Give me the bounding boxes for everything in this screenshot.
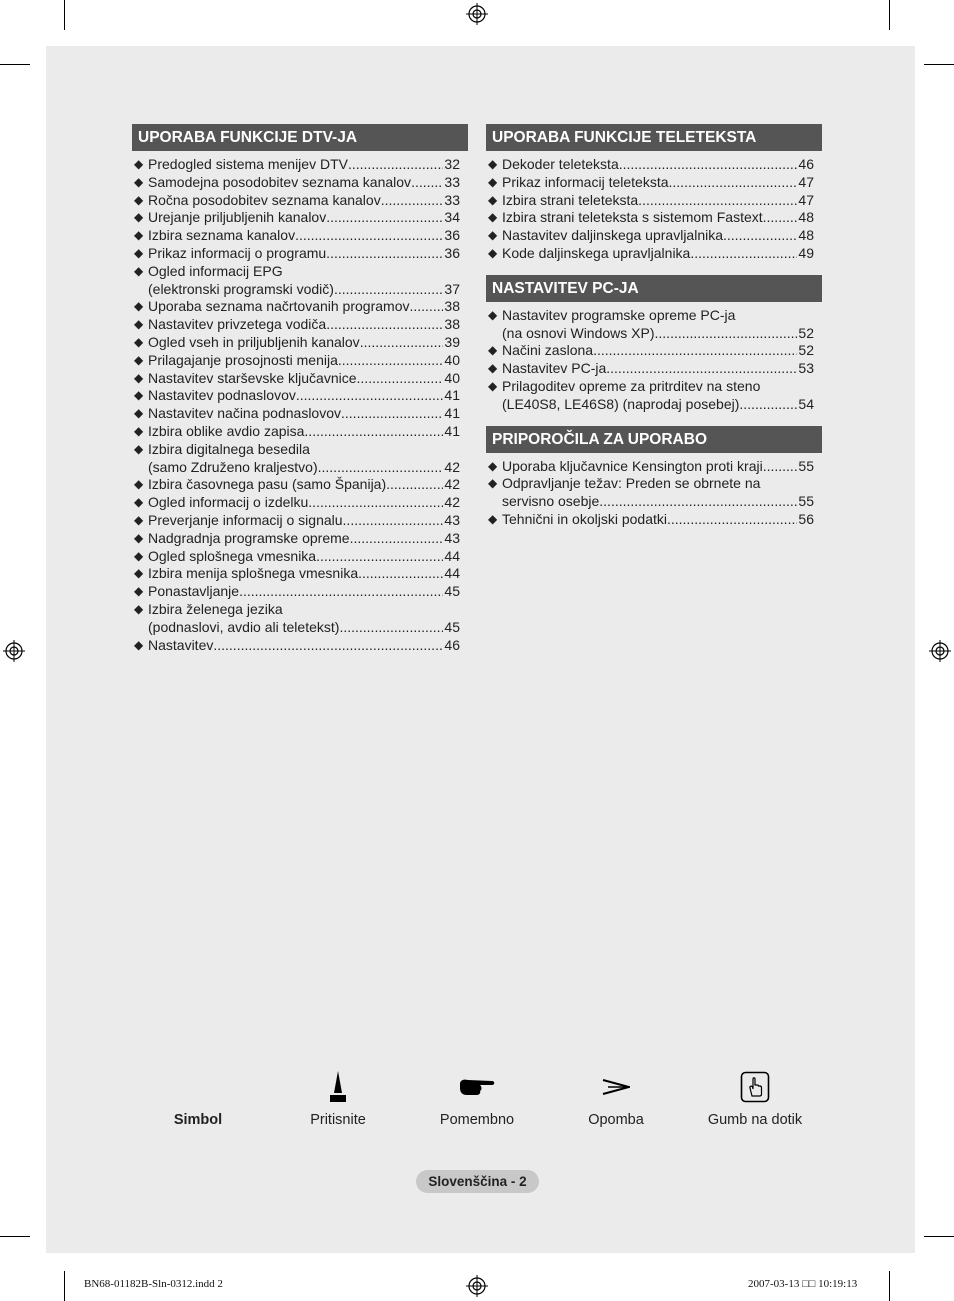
toc-entry[interactable]: [486, 227, 822, 245]
dot-leader: [338, 352, 444, 370]
dot-leader: [326, 316, 443, 334]
registration-mark-icon: [466, 3, 488, 25]
diamond-bullet-icon: ◆: [488, 511, 498, 526]
toc-entry[interactable]: [132, 441, 468, 477]
dot-leader: [334, 281, 443, 299]
crop-mark: [924, 64, 954, 65]
toc-entry-text: (LE40S8, LE46S8) (naprodaj posebej): [502, 395, 740, 412]
dot-leader: [763, 209, 798, 227]
diamond-bullet-icon: ◆: [488, 157, 498, 171]
section-heading: PRIPOROČILA ZA UPORABO: [486, 426, 822, 453]
toc-page-number: 36: [444, 244, 460, 261]
diamond-bullet-icon: ◆: [134, 245, 144, 260]
dot-leader: [341, 405, 443, 423]
arrow-note-icon: [602, 1078, 630, 1096]
toc-entry[interactable]: [132, 298, 468, 316]
toc-entry-text: Nastavitev daljinskega upravljalnika: [502, 227, 724, 244]
toc-page-number: 37: [444, 280, 460, 297]
diamond-bullet-icon: ◆: [488, 228, 498, 243]
toc-page-number: 41: [444, 387, 460, 404]
pointing-hand-icon: [458, 1076, 496, 1098]
dot-leader: [723, 227, 797, 245]
toc-entry-text: Ogled splošnega vmesnika: [148, 547, 317, 564]
symbol-important-label: Pomembno: [439, 1112, 515, 1128]
diamond-bullet-icon: ◆: [134, 566, 144, 581]
toc-page-number: 52: [798, 342, 814, 359]
dot-leader: [296, 387, 444, 405]
diamond-bullet-icon: ◆: [134, 548, 144, 563]
toc-entry-text: Ponastavljanje: [148, 583, 240, 600]
diamond-bullet-icon: ◆: [488, 476, 498, 491]
toc-entry-text: Ogled vseh in priljubljenih kanalov: [148, 333, 360, 350]
toc-page-number: 33: [444, 191, 460, 208]
toc-page-number: 56: [798, 510, 814, 527]
toc-page-number: 42: [444, 494, 460, 511]
diamond-bullet-icon: ◆: [488, 307, 498, 322]
toc-left-column: [132, 124, 468, 654]
dot-leader: [213, 637, 443, 655]
press-icon: [328, 1069, 348, 1105]
toc-page-number: 48: [798, 227, 814, 244]
toc-page-number: 52: [798, 324, 814, 341]
dot-leader: [318, 459, 444, 477]
toc-entry-text: Izbira želenega jezika: [148, 600, 283, 617]
crop-mark: [924, 1236, 954, 1237]
diamond-bullet-icon: ◆: [488, 174, 498, 189]
dot-leader: [348, 156, 443, 174]
dot-leader: [638, 192, 797, 210]
toc-right-column: [486, 124, 822, 529]
toc-entry-text: Odpravljanje težav: Preden se obrnete na: [502, 475, 761, 492]
toc-entry[interactable]: [486, 209, 822, 227]
toc-entry-text: Nastavitev privzetega vodiča: [148, 316, 327, 333]
toc-entry[interactable]: [132, 174, 468, 192]
dot-leader: [599, 493, 797, 511]
toc-entry-text: (samo Združeno kraljestvo): [148, 458, 318, 475]
diamond-bullet-icon: ◆: [134, 477, 144, 492]
toc-page-number: 43: [444, 511, 460, 528]
toc-entry[interactable]: [486, 307, 822, 343]
symbol-press: [268, 1068, 408, 1128]
toc-entry[interactable]: [132, 192, 468, 210]
registration-mark-icon: [3, 640, 25, 662]
toc-page-number: 44: [444, 565, 460, 582]
diamond-bullet-icon: ◆: [134, 601, 144, 616]
toc-page-number: 46: [798, 156, 814, 172]
dot-leader: [386, 476, 443, 494]
crop-mark: [64, 1271, 65, 1301]
registration-mark-icon: [466, 1275, 488, 1297]
symbols-legend: [0, 1068, 954, 1138]
toc-entry[interactable]: [132, 352, 468, 370]
dot-leader: [411, 174, 443, 192]
toc-page-number: 47: [798, 173, 814, 190]
toc-entry-text: Ogled informacij EPG: [148, 262, 283, 279]
dot-leader: [343, 512, 444, 530]
toc-entry[interactable]: [132, 245, 468, 263]
diamond-bullet-icon: ◆: [134, 637, 144, 652]
diamond-bullet-icon: ◆: [134, 317, 144, 332]
toc-entry[interactable]: [132, 565, 468, 583]
toc-page-number: 32: [444, 156, 460, 172]
toc-page-number: 55: [798, 493, 814, 510]
dot-leader: [339, 619, 443, 637]
toc-page-number: 54: [798, 395, 814, 412]
diamond-bullet-icon: ◆: [134, 584, 144, 599]
diamond-bullet-icon: ◆: [134, 512, 144, 527]
toc-entry-text: Izbira oblike avdio zapisa: [148, 422, 305, 439]
toc-entry-text: servisno osebje: [502, 493, 600, 510]
toc-entry[interactable]: [132, 476, 468, 494]
toc-page-number: 46: [444, 636, 460, 653]
dot-leader: [409, 298, 443, 316]
toc-entry-text: Preverjanje informacij o signalu: [148, 511, 343, 528]
toc-entry[interactable]: [132, 387, 468, 405]
toc-page-number: 34: [444, 209, 460, 226]
dot-leader: [358, 565, 443, 583]
toc-page-number: 41: [444, 405, 460, 422]
toc-entry[interactable]: [132, 316, 468, 334]
toc-page-number: 48: [798, 209, 814, 226]
dot-leader: [308, 494, 443, 512]
dot-leader: [606, 360, 797, 378]
toc-entry-text: Ročna posodobitev seznama kanalov: [148, 191, 381, 208]
symbol-note-label: Opomba: [588, 1112, 644, 1128]
symbol-press-label: Pritisnite: [310, 1112, 366, 1128]
diamond-bullet-icon: ◆: [134, 441, 144, 456]
diamond-bullet-icon: ◆: [488, 192, 498, 207]
diamond-bullet-icon: ◆: [488, 378, 498, 393]
page-number-badge: Slovenščina - 2: [416, 1170, 539, 1193]
symbol-touch-button: [685, 1068, 825, 1128]
toc-entry[interactable]: [132, 494, 468, 512]
diamond-bullet-icon: ◆: [134, 370, 144, 385]
toc-entry[interactable]: [132, 370, 468, 388]
dot-leader: [357, 370, 444, 388]
dot-leader: [667, 511, 797, 529]
registration-mark-icon: [929, 640, 951, 662]
symbol-title-label: Simbol: [173, 1112, 223, 1128]
toc-entry[interactable]: [486, 458, 822, 476]
dot-leader: [350, 530, 444, 548]
toc-entry-text: Samodejna posodobitev seznama kanalov: [148, 173, 412, 190]
toc-entry[interactable]: [486, 511, 822, 529]
toc-page-number: 53: [798, 360, 814, 377]
touch-button-icon: [740, 1071, 770, 1103]
diamond-bullet-icon: ◆: [134, 530, 144, 545]
diamond-bullet-icon: ◆: [134, 388, 144, 403]
dot-leader: [593, 342, 797, 360]
toc-page-number: 45: [444, 583, 460, 600]
toc-entry-text: Uporaba seznama načrtovanih programov: [148, 298, 410, 315]
dot-leader: [763, 458, 798, 476]
toc-page-number: 42: [444, 476, 460, 493]
section-heading: UPORABA FUNKCIJE DTV-JA: [132, 124, 468, 151]
toc-entry[interactable]: [486, 156, 822, 174]
diamond-bullet-icon: ◆: [488, 245, 498, 260]
toc-entry[interactable]: [132, 156, 468, 174]
diamond-bullet-icon: ◆: [488, 210, 498, 225]
toc-entry[interactable]: [486, 378, 822, 414]
toc-entry-text: Prikaz informacij teleteksta: [502, 173, 669, 190]
toc-entry[interactable]: [132, 637, 468, 655]
toc-entry-text: Izbira strani teleteksta s sistemom Fastext: [502, 209, 763, 226]
toc-entry-text: Predogled sistema menijev DTV: [148, 156, 348, 172]
toc-entry-text: Nastavitev načina podnaslovov: [148, 405, 342, 422]
dot-leader: [669, 174, 798, 192]
dot-leader: [239, 583, 443, 601]
toc-entry[interactable]: [486, 192, 822, 210]
toc-entry[interactable]: [132, 583, 468, 601]
toc-page-number: 36: [444, 227, 460, 244]
dot-leader: [690, 245, 797, 263]
dot-leader: [326, 245, 443, 263]
dot-leader: [381, 192, 444, 210]
toc-entry[interactable]: [132, 423, 468, 441]
diamond-bullet-icon: ◆: [488, 343, 498, 358]
dot-leader: [316, 548, 443, 566]
diamond-bullet-icon: ◆: [134, 334, 144, 349]
toc-entry[interactable]: [132, 334, 468, 352]
diamond-bullet-icon: ◆: [488, 361, 498, 376]
crop-mark: [64, 0, 65, 30]
diamond-bullet-icon: ◆: [134, 157, 144, 171]
toc-page-number: 40: [444, 369, 460, 386]
toc-entry-text: Nastavitev podnaslovov: [148, 387, 296, 404]
toc-entry-text: Izbira strani teleteksta: [502, 191, 639, 208]
toc-entry-text: Ogled informacij o izdelku: [148, 494, 309, 511]
toc-entry-text: (podnaslovi, avdio ali teletekst): [148, 618, 340, 635]
dot-leader: [619, 156, 798, 174]
symbol-important: [407, 1068, 547, 1128]
toc-entry-text: Tehnični in okoljski podatki: [502, 510, 667, 527]
diamond-bullet-icon: ◆: [134, 228, 144, 243]
diamond-bullet-icon: ◆: [488, 458, 498, 473]
section-heading: UPORABA FUNKCIJE TELETEKSTA: [486, 124, 822, 151]
diamond-bullet-icon: ◆: [134, 210, 144, 225]
toc-entry-text: Izbira seznama kanalov: [148, 227, 296, 244]
toc-entry-text: Kode daljinskega upravljalnika: [502, 244, 691, 261]
diamond-bullet-icon: ◆: [134, 174, 144, 189]
toc-page-number: 39: [444, 333, 460, 350]
toc-entry-text: Izbira menija splošnega vmesnika: [148, 565, 359, 582]
toc-entry-text: Nastavitev starševske ključavnice: [148, 369, 357, 386]
dot-leader: [360, 334, 444, 352]
toc-entry[interactable]: [486, 342, 822, 360]
toc-entry-text: (elektronski programski vodič): [148, 280, 334, 297]
diamond-bullet-icon: ◆: [134, 299, 144, 314]
symbol-note: [546, 1068, 686, 1128]
diamond-bullet-icon: ◆: [134, 192, 144, 207]
toc-entry-text: Izbira digitalnega besedila: [148, 440, 310, 457]
toc-page-number: 44: [444, 547, 460, 564]
toc-page-number: 45: [444, 618, 460, 635]
dot-leader: [295, 227, 443, 245]
toc-entry-text: Nastavitev PC-ja: [502, 360, 607, 377]
crop-mark: [0, 1236, 30, 1237]
section-heading: NASTAVITEV PC-JA: [486, 275, 822, 302]
toc-entry-text: Dekoder teleteksta: [502, 156, 619, 172]
toc-page-number: 41: [444, 422, 460, 439]
toc-entry[interactable]: [132, 601, 468, 637]
toc-page-number: 38: [444, 298, 460, 315]
toc-entry[interactable]: [486, 174, 822, 192]
toc-entry-text: Urejanje priljubljenih kanalov: [148, 209, 327, 226]
toc-entry-text: (na osnovi Windows XP): [502, 324, 655, 341]
symbol-title: [128, 1068, 268, 1128]
toc-page-number: 49: [798, 244, 814, 261]
diamond-bullet-icon: ◆: [134, 406, 144, 421]
toc-page-number: 33: [444, 173, 460, 190]
toc-entry-text: Prilagajanje prosojnosti menija: [148, 351, 338, 368]
diamond-bullet-icon: ◆: [134, 423, 144, 438]
symbol-touch-button-label: Gumb na dotik: [707, 1112, 803, 1128]
toc-entry-text: Nadgradnja programske opreme: [148, 529, 350, 546]
toc-page-number: 43: [444, 529, 460, 546]
crop-mark: [889, 1271, 890, 1301]
crop-mark: [0, 64, 30, 65]
toc-entry-text: Uporaba ključavnice Kensington proti kraji: [502, 457, 763, 474]
toc-page-number: 42: [444, 458, 460, 475]
toc-entry[interactable]: [132, 512, 468, 530]
dot-leader: [326, 209, 443, 227]
date-slug: 2007-03-13 □□ 10:19:13: [748, 1278, 858, 1290]
toc-entry[interactable]: [132, 548, 468, 566]
toc-entry-text: Načini zaslona: [502, 342, 594, 359]
toc-entry[interactable]: [132, 530, 468, 548]
toc-entry[interactable]: [132, 263, 468, 299]
diamond-bullet-icon: ◆: [134, 495, 144, 510]
toc-entry-text: Izbira časovnega pasu (samo Španija): [148, 476, 387, 493]
diamond-bullet-icon: ◆: [134, 352, 144, 367]
toc-entry-text: Nastavitev programske opreme PC-ja: [502, 306, 736, 323]
toc-page-number: 47: [798, 191, 814, 208]
toc-entry[interactable]: [486, 475, 822, 511]
toc-entry[interactable]: [132, 209, 468, 227]
toc-page-number: 40: [444, 351, 460, 368]
diamond-bullet-icon: ◆: [134, 263, 144, 278]
toc-entry-text: Prilagoditev opreme za pritrditev na steno: [502, 377, 761, 394]
toc-entry-text: Prikaz informacij o programu: [148, 244, 327, 261]
dot-leader: [304, 423, 443, 441]
toc-entry-text: Nastavitev: [148, 636, 214, 653]
toc-entry[interactable]: [132, 227, 468, 245]
file-slug: BN68-01182B-Sln-0312.indd 2: [84, 1278, 223, 1290]
toc-entry[interactable]: [132, 405, 468, 423]
dot-leader: [739, 396, 797, 414]
toc-page-number: 38: [444, 316, 460, 333]
toc-page-number: 55: [798, 457, 814, 474]
toc-entry[interactable]: [486, 360, 822, 378]
dot-leader: [655, 325, 798, 343]
toc-entry[interactable]: [486, 245, 822, 263]
crop-mark: [889, 0, 890, 30]
